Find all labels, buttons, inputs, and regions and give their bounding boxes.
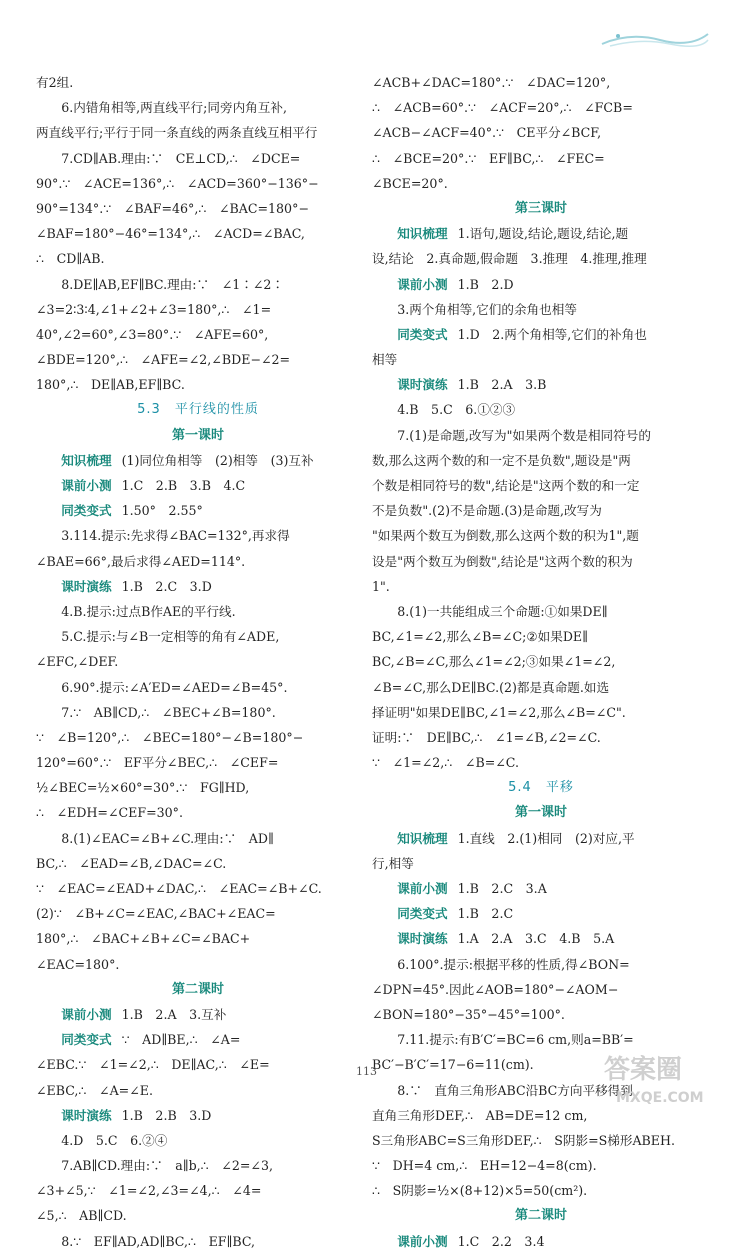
answer-text: 1.D 2.两个角相等,它们的补角也 <box>457 326 647 342</box>
answer-line <box>372 1128 710 1153</box>
answer-text: ½∠BEC=½×60°=30°.∵ FG∥HD, <box>36 780 250 796</box>
answer-text: 直角三角形DEF,∴ AB=DE=12 cm, <box>372 1107 588 1123</box>
answer-text: ∠BON=180°−35°−45°=100°. <box>372 1006 565 1022</box>
answer-text: 1.直线 2.(1)相同 (2)对应,平 <box>457 830 635 846</box>
answer-text: 4.B 5.C 6.①②③ <box>397 402 516 418</box>
answer-line <box>36 800 360 825</box>
answer-line <box>372 1229 710 1254</box>
answer-text: 40°,∠2=60°,∠3=80°.∵ ∠AFE=60°, <box>36 326 269 342</box>
answer-line <box>372 297 710 322</box>
answer-text: 8.(1)一共能组成三个命题:①如果DE∥ <box>397 603 608 619</box>
answer-line <box>372 675 710 700</box>
answer-line <box>372 624 710 649</box>
answer-text: 7.(1)是命题,改写为"如果两个数是相同符号的 <box>397 427 651 443</box>
answer-text: 120°=60°.∵ EF平分∠BEC,∴ ∠CEF= <box>36 755 279 771</box>
answer-line <box>36 926 360 951</box>
answer-text: ∴ ∠BCE=20°.∵ EF∥BC,∴ ∠FEC= <box>372 150 605 166</box>
lesson-title: 第三课时 <box>514 200 567 216</box>
answer-line <box>372 826 710 851</box>
answer-line <box>36 523 360 548</box>
answer-text: ∠B=∠C,那么DE∥BC.(2)都是真命题.如选 <box>372 679 610 695</box>
subheading-label: 同类变式 <box>397 326 448 342</box>
answer-line <box>36 272 360 297</box>
answer-line <box>36 851 360 876</box>
answer-text: 3.两个角相等,它们的余角也相等 <box>397 301 577 317</box>
section-title: 5.3 平行线的性质 <box>137 402 259 418</box>
answer-text: 1.B 2.C 3.D <box>121 578 212 594</box>
subheading-label: 课前小测 <box>61 1006 112 1022</box>
answer-line <box>36 347 360 372</box>
answer-text: ∴ CD∥AB. <box>36 251 105 267</box>
subheading-label: 知识梳理 <box>397 830 448 846</box>
answer-text: 8.(1)∠EAC=∠B+∠C.理由:∵ AD∥ <box>61 830 274 846</box>
answer-text: 6.100°.提示:根据平移的性质,得∠BON= <box>397 956 630 972</box>
answer-line <box>36 876 360 901</box>
answer-text: ∠DPN=45°.因此∠AOB=180°−∠AOM− <box>372 981 619 997</box>
answer-line <box>36 146 360 171</box>
answer-text: 有2组. <box>36 75 74 90</box>
answer-line <box>36 1203 360 1228</box>
answer-text: BC,∴ ∠EAD=∠B,∠DAC=∠C. <box>36 855 227 871</box>
answer-line <box>372 372 710 397</box>
answer-line <box>36 675 360 700</box>
answer-line <box>36 70 360 95</box>
answer-text: 180°,∴ DE∥AB,EF∥BC. <box>36 377 185 393</box>
answer-line <box>372 171 710 196</box>
answer-text: 8.∵ 直角三角形ABC沿BC方向平移得到 <box>397 1082 633 1098</box>
answer-text: ∠3+∠5,∵ ∠1=∠2,∠3=∠4,∴ ∠4= <box>36 1183 262 1199</box>
answer-text: ∠ACB−∠ACF=40°.∵ CE平分∠BCF, <box>372 125 602 141</box>
answer-line <box>372 926 710 951</box>
answer-text: 1.B 2.C 3.A <box>457 881 547 896</box>
answer-text: 两直线平行;平行于同一条直线的两条直线互相平行 <box>36 125 318 141</box>
answer-line <box>36 1052 360 1077</box>
answer-line <box>372 347 710 372</box>
answer-text: ∴ ∠EDH=∠CEF=30°. <box>36 805 183 821</box>
answer-text: 1.50° 2.55° <box>121 503 203 519</box>
answer-text: 90°.∵ ∠ACE=136°,∴ ∠ACD=360°−136°− <box>36 175 319 191</box>
answer-line <box>372 498 710 523</box>
left-column <box>36 70 360 1254</box>
answer-line <box>372 120 710 145</box>
answer-text: ∠BAE=66°,最后求得∠AED=114°. <box>36 553 246 569</box>
answer-line <box>372 750 710 775</box>
answer-line <box>36 1002 360 1027</box>
answer-text: 4.D 5.C 6.②④ <box>61 1132 168 1148</box>
lesson-title: 第二课时 <box>514 1208 567 1224</box>
answer-line <box>372 977 710 1002</box>
answer-text: 7.CD∥AB.理由:∵ CE⊥CD,∴ ∠DCE= <box>61 150 301 166</box>
subheading-label: 知识梳理 <box>397 226 448 242</box>
answer-line <box>372 1002 710 1027</box>
answer-text: 8.∵ EF∥AD,AD∥BC,∴ EF∥BC, <box>61 1233 256 1249</box>
answer-text: 7.∵ AB∥CD,∴ ∠BEC+∠B=180°. <box>61 704 276 720</box>
answer-line <box>36 574 360 599</box>
header-decoration <box>600 28 710 48</box>
answer-text: ∴ ∠ACB=60°.∵ ∠ACF=20°,∴ ∠FCB= <box>372 100 633 116</box>
answer-line <box>372 272 710 297</box>
watermark-logo <box>594 1046 744 1108</box>
answer-line <box>372 1153 710 1178</box>
answer-text: ∵ AD∥BE,∴ ∠A= <box>121 1032 241 1048</box>
answer-text: 6.内错角相等,两直线平行;同旁内角互补, <box>61 100 287 116</box>
answer-text: BC,∠B=∠C,那么∠1=∠2;③如果∠1=∠2, <box>372 654 616 670</box>
answer-line <box>372 397 710 422</box>
answer-line <box>36 1229 360 1254</box>
answer-line <box>36 1027 360 1052</box>
watermark-title: 答案圈 <box>604 1055 683 1085</box>
answer-line <box>36 775 360 800</box>
answer-line <box>372 599 710 624</box>
answer-text: ∠5,∴ AB∥CD. <box>36 1208 127 1224</box>
answer-text: 180°,∴ ∠BAC+∠B+∠C=∠BAC+ <box>36 931 251 947</box>
answer-line <box>36 1178 360 1203</box>
subheading-label: 课时演练 <box>397 931 448 947</box>
answer-line <box>36 498 360 523</box>
subheading-label: 课时演练 <box>61 578 112 594</box>
answer-text: 1.B 2.B 3.D <box>121 1107 212 1123</box>
answer-text: 1.B 2.D <box>457 276 514 292</box>
answer-text: ∠EFC,∠DEF. <box>36 654 119 670</box>
answer-line <box>36 372 360 397</box>
answer-text: 证明:∵ DE∥BC,∴ ∠1=∠B,∠2=∠C. <box>372 729 601 745</box>
answer-line <box>36 649 360 674</box>
answer-text: ∵ ∠EAC=∠EAD+∠DAC,∴ ∠EAC=∠B+∠C. <box>36 881 322 896</box>
answer-line <box>372 725 710 750</box>
answer-line <box>372 246 710 271</box>
answer-text: 择证明"如果DE∥BC,∠1=∠2,那么∠B=∠C". <box>372 704 626 720</box>
answer-line <box>36 1128 360 1153</box>
answer-line <box>36 826 360 851</box>
answer-line <box>372 423 710 448</box>
subheading-label: 同类变式 <box>61 503 112 519</box>
answer-text: (2)∵ ∠B+∠C=∠EAC,∠BAC+∠EAC= <box>36 906 276 922</box>
answer-text: ∠ACB+∠DAC=180°.∵ ∠DAC=120°, <box>372 75 611 90</box>
answer-text: ∠BDE=120°,∴ ∠AFE=∠2,∠BDE−∠2= <box>36 352 291 368</box>
answer-text: 不是负数".(2)不是命题.(3)是命题,改写为 <box>372 503 602 519</box>
answer-line <box>36 473 360 498</box>
answer-text: 行,相等 <box>372 855 414 871</box>
answer-line <box>36 171 360 196</box>
answer-text: 个数是相同符号的数",结论是"这两个数的和一定 <box>372 478 640 493</box>
answer-text: 1.B 2.C <box>457 906 514 922</box>
answer-line <box>36 549 360 574</box>
watermark-url: MXQE.COM <box>616 1090 704 1106</box>
answer-text: 90°=134°.∵ ∠BAF=46°,∴ ∠BAC=180°− <box>36 200 309 216</box>
answer-line <box>36 624 360 649</box>
subheading-label: 课时演练 <box>397 377 448 393</box>
answer-text: ∵ ∠B=120°,∴ ∠BEC=180°−∠B=180°− <box>36 729 304 745</box>
answer-text: S三角形ABC=S三角形DEF,∴ S阴影=S梯形ABEH. <box>372 1132 675 1148</box>
subheading-label: 课前小测 <box>61 478 112 493</box>
answer-text: ∠BCE=20°. <box>372 175 448 191</box>
answer-line <box>36 1103 360 1128</box>
answer-text: 1.B 2.A 3.互补 <box>121 1006 227 1022</box>
answer-line <box>372 221 710 246</box>
answer-line <box>36 725 360 750</box>
lesson-title: 第一课时 <box>514 805 567 821</box>
answer-text: ∠BAF=180°−46°=134°,∴ ∠ACD=∠BAC, <box>36 226 305 242</box>
answer-text: 3.114.提示:先求得∠BAC=132°,再求得 <box>61 528 290 544</box>
answer-line <box>36 1078 360 1103</box>
answer-text: 数,那么这两个数的和一定不是负数",题设是"两 <box>372 452 631 468</box>
answer-text: 6.90°.提示:∠A′ED=∠AED=∠B=45°. <box>61 679 288 695</box>
lesson-title: 第二课时 <box>171 981 224 997</box>
answer-text: 7.11.提示:有B′C′=BC=6 cm,则a=BB′= <box>397 1032 634 1048</box>
answer-text: ∵ ∠1=∠2,∴ ∠B=∠C. <box>372 755 519 771</box>
answer-text: "如果两个数互为倒数,那么这两个数的积为1",题 <box>372 528 639 544</box>
answer-line <box>372 523 710 548</box>
answer-text: ∠EBC.∵ ∠1=∠2,∴ DE∥AC,∴ ∠E= <box>36 1057 270 1073</box>
answer-text: ∠EBC,∴ ∠A=∠E. <box>36 1082 153 1098</box>
answer-text: 1.C 2.2 3.4 <box>457 1233 545 1249</box>
answer-text: 7.AB∥CD.理由:∵ a∥b,∴ ∠2=∠3, <box>61 1158 273 1174</box>
answer-line <box>372 448 710 473</box>
answer-line <box>372 952 710 977</box>
answer-line <box>372 146 710 171</box>
subheading-label: 同类变式 <box>61 1032 112 1048</box>
answer-line <box>372 574 710 599</box>
page-number: 113 <box>356 1065 377 1078</box>
answer-text: ∴ S阴影=½×(8+12)×5=50(cm²). <box>372 1183 588 1199</box>
subheading-label: 同类变式 <box>397 906 448 922</box>
answer-text: BC′−B′C′=17−6=11(cm). <box>372 1057 534 1073</box>
answer-line <box>372 1178 710 1203</box>
answer-text: 1". <box>372 578 390 594</box>
answer-line <box>36 1153 360 1178</box>
answer-text: 设是"两个数互为倒数",结论是"这两个数的积为 <box>372 553 633 569</box>
answer-line <box>36 221 360 246</box>
answer-line <box>372 649 710 674</box>
answer-text: 相等 <box>372 352 398 368</box>
section-title: 5.4 平移 <box>508 780 574 796</box>
answer-line <box>372 901 710 926</box>
answer-line <box>372 851 710 876</box>
answer-text: ∵ DH=4 cm,∴ EH=12−4=8(cm). <box>372 1158 597 1174</box>
answer-line <box>372 95 710 120</box>
answer-line <box>36 120 360 145</box>
answer-line <box>36 700 360 725</box>
answer-line <box>372 473 710 498</box>
answer-line <box>372 322 710 347</box>
answer-text: 5.C.提示:与∠B一定相等的角有∠ADE, <box>61 629 280 645</box>
answer-text: ∠3=2∶3∶4,∠1+∠2+∠3=180°,∴ ∠1= <box>36 301 272 317</box>
answer-line <box>36 297 360 322</box>
answer-line <box>36 246 360 271</box>
lesson-title: 第一课时 <box>171 427 224 443</box>
subheading-label: 课前小测 <box>397 1233 448 1249</box>
answer-text: 1.C 2.B 3.B 4.C <box>121 478 246 493</box>
subheading-label: 课时演练 <box>61 1107 112 1123</box>
answer-line <box>36 750 360 775</box>
answer-line <box>372 70 710 95</box>
answer-text: BC,∠1=∠2,那么∠B=∠C;②如果DE∥ <box>372 629 588 645</box>
answer-line <box>372 549 710 574</box>
answer-line <box>36 95 360 120</box>
subheading-label: 知识梳理 <box>61 452 112 468</box>
answer-line <box>36 599 360 624</box>
answer-text: 1.语句,题设,结论,题设,结论,题 <box>457 226 629 242</box>
answer-line <box>36 952 360 977</box>
answer-text: 8.DE∥AB,EF∥BC.理由:∵ ∠1∶∠2∶ <box>61 276 285 292</box>
answer-text: ∠EAC=180°. <box>36 956 120 972</box>
answer-text: (1)同位角相等 (2)相等 (3)互补 <box>121 452 314 468</box>
answer-line <box>372 700 710 725</box>
answer-line <box>36 901 360 926</box>
answer-line <box>372 876 710 901</box>
answer-text: 1.A 2.A 3.C 4.B 5.A <box>457 931 615 947</box>
answer-line <box>36 322 360 347</box>
answer-line <box>36 448 360 473</box>
answer-text: 1.B 2.A 3.B <box>457 377 547 393</box>
subheading-label: 课前小测 <box>397 881 448 896</box>
answer-text: 4.B.提示:过点B作AE的平行线. <box>61 603 236 619</box>
answer-text: 设,结论 2.真命题,假命题 3.推理 4.推理,推理 <box>372 251 647 267</box>
subheading-label: 课前小测 <box>397 276 448 292</box>
answer-line <box>36 196 360 221</box>
